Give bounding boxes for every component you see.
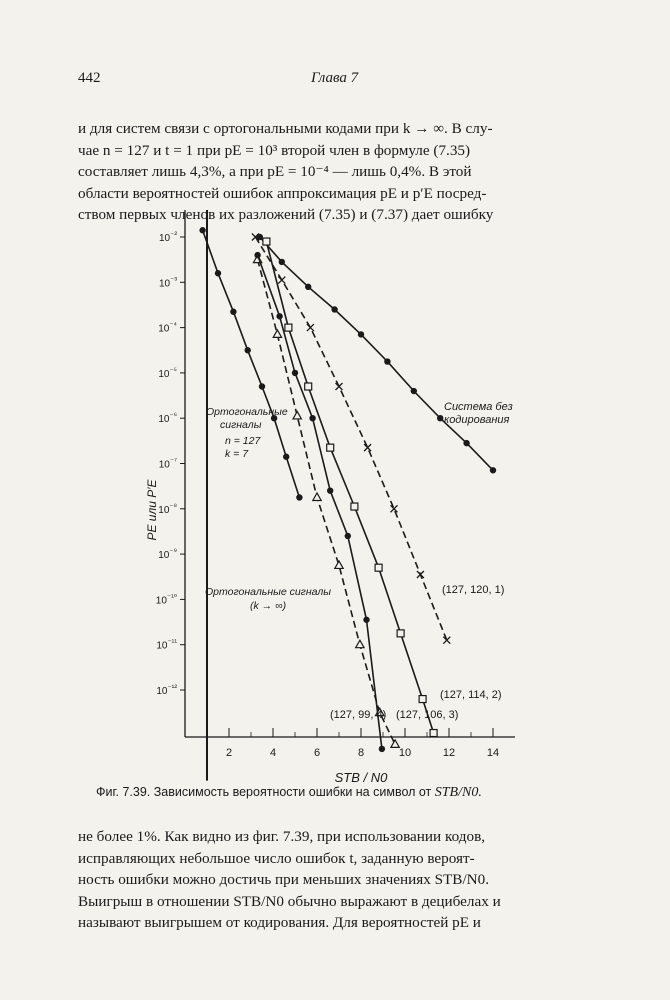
x-tick-label: 14 (486, 747, 500, 759)
data-point-dot (245, 347, 251, 353)
data-point-dot (259, 383, 265, 389)
data-point-square (430, 730, 437, 737)
data-point-square (419, 696, 426, 703)
text-line: ность ошибки можно достичь при меньших значениях STB/N0. (78, 871, 490, 888)
y-tick-label: $10^{^{-2}}$ (158, 230, 177, 244)
data-point-dot (276, 313, 282, 319)
x-tick-label: 6 (313, 747, 321, 759)
series-line-2 (266, 242, 433, 734)
text-line: Выигрыш в отношении STB/N0 обычно выражают в децибелах и (78, 892, 501, 910)
text-line: и для систем связи с ортогональными кодами при k → ∞. В слу- (78, 120, 493, 137)
data-point-dot (215, 270, 221, 276)
data-point-dot (379, 746, 385, 752)
y-tick-label: $10^{^{-8}}$ (158, 501, 177, 516)
data-point-cross (443, 637, 450, 644)
y-tick-label: $10^{^{-3}}$ (158, 275, 177, 290)
series-line-1 (255, 237, 446, 640)
data-point-dot (411, 388, 417, 394)
label-orthogonal: сигналы (220, 419, 262, 431)
data-point-square (375, 564, 382, 571)
data-point-cross (336, 383, 343, 390)
series-line-0 (260, 237, 493, 470)
data-point-dot (327, 487, 333, 493)
data-point-dot (463, 440, 469, 446)
data-point-square (263, 238, 270, 245)
page-number: 442 (78, 70, 101, 86)
y-tick-label: $10^{^{-11}}$ (156, 637, 177, 652)
y-tick-label: $10^{^{-4}}$ (158, 320, 177, 335)
page-header (78, 70, 588, 92)
y-tick-label: $10^{^{-9}}$ (158, 547, 177, 562)
y-tick-label: $10^{^{-7}}$ (158, 456, 177, 471)
data-point-cross (391, 505, 398, 512)
data-point-cross (278, 277, 285, 284)
label-uncoded: кодирования (444, 414, 510, 426)
label-orthogonal: k = 7 (225, 448, 249, 460)
data-point-dot (199, 227, 205, 233)
data-point-cross (364, 444, 371, 451)
label-orthogonal: n = 127 (225, 435, 261, 447)
label-orthogonal-inf: (k → ∞) (250, 600, 287, 612)
x-tick-label: 8 (357, 747, 365, 759)
label-127-106-3: (127, 106, 3) (396, 709, 459, 721)
text-line: ством первых членов их разложений (7.35) и (7.37) дает ошибку (78, 206, 494, 223)
label-orthogonal: Ортогональные (206, 406, 288, 418)
caption-tail: STB/N0. (434, 785, 482, 800)
label-uncoded: Система без (444, 401, 513, 413)
data-point-dot (305, 284, 311, 290)
data-point-square (285, 324, 292, 331)
y-axis-label: PE или P′E (145, 479, 159, 541)
x-tick-label: 2 (225, 747, 233, 759)
data-point-triangle (293, 411, 301, 419)
data-point-triangle (313, 493, 321, 501)
error-probability-chart (0, 210, 670, 810)
data-point-cross (417, 571, 424, 578)
y-tick-label: $10^{^{-5}}$ (158, 365, 177, 380)
text-line: области вероятностей ошибок аппроксимация pE и p′E посред- (78, 184, 487, 202)
text-line: чае n = 127 и t = 1 при pE = 10³ второй член в формуле (7.35) (78, 141, 471, 159)
data-point-dot (230, 309, 236, 315)
text-line: исправляющих небольшое число ошибок t, заданную вероят- (78, 849, 475, 867)
text-line: называют выигрышем от кодирования. Для вероятностей pE и (78, 914, 481, 931)
data-point-triangle (273, 330, 281, 338)
figure-7-39 (0, 210, 670, 810)
x-tick-label: 10 (398, 747, 412, 759)
data-point-dot (296, 494, 302, 500)
label-orthogonal-inf: Ортогональные сигналы (205, 586, 331, 598)
y-tick-label: $10^{^{-10}}$ (155, 592, 177, 607)
y-tick-label: $10^{^{-12}}$ (156, 683, 177, 697)
y-tick-label: $10^{^{-6}}$ (158, 411, 177, 426)
data-point-dot (254, 252, 260, 258)
data-point-dot (309, 415, 315, 421)
x-axis-label: STB / N0 (334, 770, 388, 785)
data-point-dot (490, 467, 496, 473)
data-point-dot (437, 415, 443, 421)
caption-text: Фиг. 7.39. Зависимость вероятности ошибки на символ от (96, 785, 435, 799)
data-point-triangle (356, 640, 364, 648)
bottom-paragraph (78, 826, 590, 934)
data-point-dot (358, 331, 364, 337)
figure-caption (96, 785, 596, 801)
label-127-120-1: (127, 120, 1) (442, 584, 505, 596)
data-point-square (327, 444, 334, 451)
data-point-square (397, 630, 404, 637)
x-tick-label: 4 (269, 747, 277, 759)
data-point-dot (283, 454, 289, 460)
data-point-square (351, 503, 358, 510)
data-point-square (305, 383, 312, 390)
data-point-dot (331, 306, 337, 312)
running-head: Глава 7 (311, 70, 359, 86)
x-tick-label: 12 (442, 747, 456, 759)
data-point-dot (345, 533, 351, 539)
data-point-dot (279, 259, 285, 265)
text-line: не более 1%. Как видно из фиг. 7.39, при использовании кодов, (78, 828, 486, 845)
data-point-triangle (391, 740, 399, 748)
text-line: составляет лишь 4,3%, а при pE = 10⁻⁴ — лишь 0,4%. В этой (78, 163, 472, 180)
data-point-dot (384, 358, 390, 364)
label-127-99-4: (127, 99, 4) (330, 709, 387, 721)
label-127-114-2: (127, 114, 2) (440, 689, 502, 701)
data-point-triangle (335, 561, 343, 569)
data-point-cross (307, 324, 314, 331)
data-point-dot (363, 617, 369, 623)
data-point-dot (292, 370, 298, 376)
